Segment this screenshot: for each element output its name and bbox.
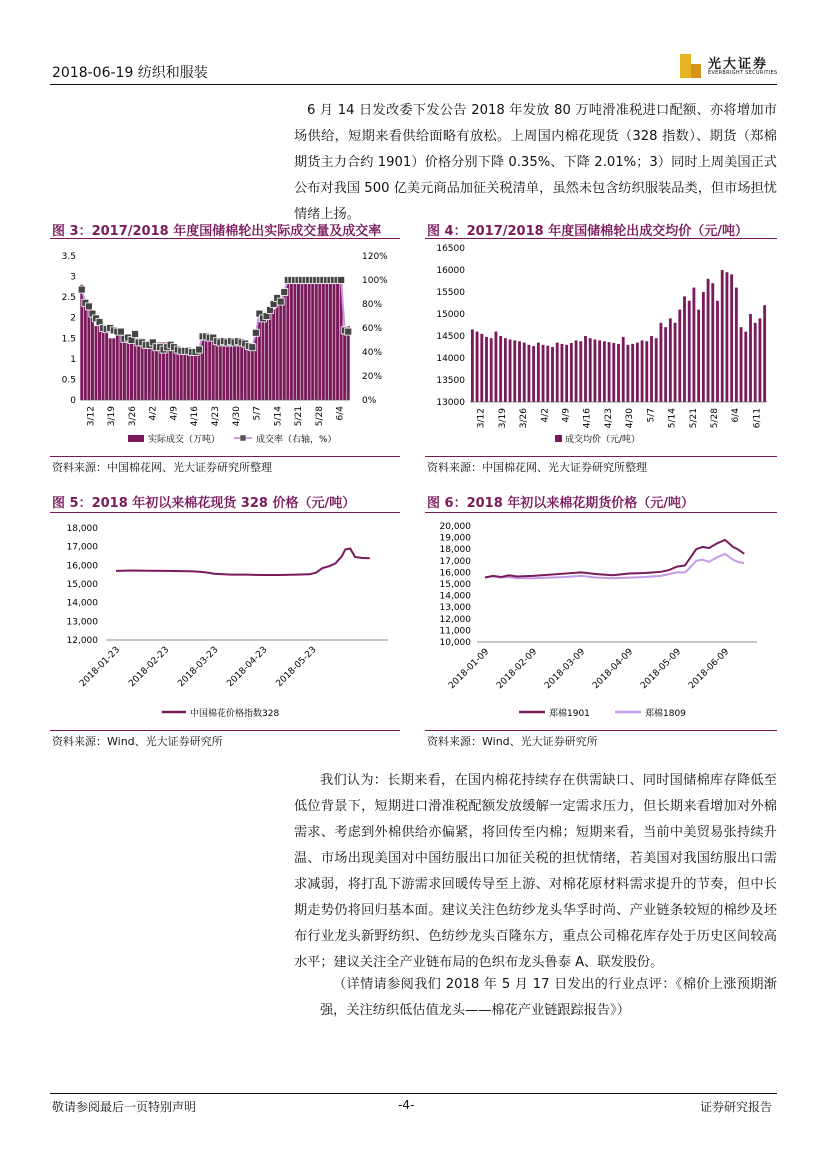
fig4-bar (749, 314, 752, 402)
fig4-bar (584, 336, 587, 402)
fig4-bar (711, 283, 714, 402)
fig4-bar (523, 343, 526, 402)
fig3-x-axis (86, 406, 345, 426)
fig3-bar (187, 351, 190, 400)
fig4-bar (509, 340, 512, 402)
fig4-bar (735, 288, 738, 402)
fig4-bar (650, 336, 653, 402)
header-divider (50, 84, 777, 85)
fig6-y-tick: 17,000 (439, 556, 471, 567)
fig3-bar (130, 342, 133, 400)
fig4-bar (707, 279, 710, 402)
fig5-x-tick: 2018-04-23 (225, 645, 270, 690)
fig3-y-tick: 3.5 (61, 252, 76, 262)
fig4-x-tick: 3/26 (519, 408, 530, 429)
fig4-x-tick: 4/2 (540, 408, 551, 423)
fig6-source: 资料来源：Wind、光大证券研究所 (427, 735, 598, 748)
fig3-bar (261, 318, 264, 400)
fig5-x-axis (78, 645, 319, 689)
fig4-bar (721, 270, 724, 402)
fig3-bar (315, 281, 318, 400)
fig4-legend-swatch (555, 435, 562, 442)
fig3-x-tick: 4/9 (169, 406, 180, 421)
fig3-y-tick: 1.5 (61, 334, 76, 345)
logo-icon (676, 52, 706, 80)
fig3-bar (180, 351, 183, 400)
fig3-bar (173, 347, 176, 400)
fig3-rate-marker (249, 344, 256, 351)
fig4-x-tick: 5/28 (709, 408, 720, 429)
fig6-y-tick: 18,000 (439, 545, 471, 556)
fig3-y-tick: 2 (70, 313, 76, 324)
fig6-source-rule (425, 730, 777, 731)
intro-paragraph: 6 月 14 日发改委下发公告 2018 年发放 80 万吨滑准税进口配额、亦将增加市场供给，短期来看供给面略有放松。上周国内棉花现货（328 指数）、期货（郑棉期货主力合约 1901）价格分别下降 0.35%、下降 2.01%；3）同时上周美国正式公布对我国 500 亿美元商品加征关税清单，虽然未包含纺织服装品类，但市场担忧情绪上扬。 (294, 103, 777, 222)
reference-paragraph: （详情请参阅我们 2018 年 5 月 17 日发出的行业点评：《棉价上涨预期渐强，关注纺织低估值龙头——棉花产业链跟踪报告》） (320, 977, 777, 1018)
fig3-bar (322, 281, 325, 400)
fig3-bar (98, 326, 101, 400)
fig4-bar (683, 296, 686, 402)
fig3-bar (347, 326, 350, 400)
fig4-title-rule (425, 238, 777, 239)
fig4-x-tick: 5/7 (646, 408, 657, 423)
fig4-bar (612, 343, 615, 402)
fig6-x-tick: 2018-01-09 (447, 647, 492, 692)
fig3-bar (84, 301, 87, 400)
fig3-bar (297, 281, 300, 400)
fig3-bar (183, 351, 186, 400)
fig3-y-tick: 0 (70, 396, 76, 406)
fig3-bar (325, 281, 328, 400)
fig6-x-tick: 2018-03-09 (543, 647, 588, 692)
fig4-bar (504, 338, 507, 402)
fig4-bar (518, 341, 521, 402)
fig4-bar (490, 338, 493, 402)
fig4-bar (744, 332, 747, 402)
fig3-x-tick: 5/7 (252, 406, 263, 421)
fig3-x-tick: 5/14 (273, 406, 284, 427)
fig3-y2-tick: 100% (362, 276, 388, 286)
fig4-bar (641, 340, 644, 402)
fig3-y-tick: 3 (70, 272, 76, 283)
fig4-bar (622, 337, 625, 402)
fig3-rate-marker (277, 298, 284, 305)
fig3-source-rule (50, 456, 400, 457)
fig6-y-tick: 16,000 (439, 568, 471, 579)
fig3-y2-tick: 0% (362, 396, 377, 406)
fig5-x-tick: 2018-03-23 (176, 645, 221, 690)
fig4-bar (495, 332, 498, 402)
fig4-y-tick: 15000 (436, 310, 465, 320)
footer-disclaimer: 敬请参阅最后一页特别声明 (52, 1100, 197, 1114)
fig4-x-tick: 3/12 (476, 408, 487, 429)
fig4-y-tick: 15500 (436, 288, 465, 298)
fig3-rate-marker (85, 303, 92, 310)
fig4-y-tick: 16500 (436, 244, 465, 254)
fig5-x-tick: 2018-01-23 (78, 645, 123, 690)
fig3-bar (112, 338, 115, 400)
fig6-y-tick: 13,000 (439, 603, 471, 614)
fig3-rate-marker (132, 331, 139, 338)
fig3-bar (308, 281, 311, 400)
fig3-bar (265, 318, 268, 400)
fig3-bar (311, 281, 314, 400)
fig4-bar (579, 341, 582, 402)
fig4-source-rule (425, 456, 777, 457)
fig4-bar (678, 310, 681, 402)
fig3-bar (102, 330, 105, 400)
fig6-y-tick: 19,000 (439, 533, 471, 544)
fig3-y2-tick: 60% (362, 324, 383, 334)
fig3-y2-tick: 40% (362, 348, 383, 358)
fig4-x-tick: 4/16 (582, 408, 593, 429)
fig3-y-tick: 1 (70, 354, 76, 365)
fig4-bar (726, 272, 729, 402)
fig3-bar (91, 318, 94, 400)
fig3-legend-bar-swatch (128, 435, 144, 442)
fig3-bar (94, 326, 97, 400)
fig4-bar (693, 288, 696, 402)
fig6-title: 图 6：2018 年初以来棉花期货价格（元/吨） (427, 496, 695, 511)
fig4-bar (480, 334, 483, 402)
fig3-bar (190, 355, 193, 400)
body-paragraph: 我们认为：长期来看，在国内棉花持续存在供需缺口、同时国储棉库存降低至低位背景下，短期进口滑准税配额发放缓解一定需求压力，但长期来看增加对外棉需求、考虑到外棉供给亦偏紧，将回传至内棉；短期来看，当前中美贸易张持续升温、市场出现美国对中国纺服出口加征关税的担忧情绪，若美国对我国纺服出口需求减弱，将打乱下游需求回暖传导至上游、对棉花原材料需求提升的节奏，但中长期走势仍将回归基本面。建议关注色纺纱龙头华孚时尚、产业链条较短的棉纱及坯布行业龙头新野纺织、色纺纱龙头百隆东方，重点公司棉花库存处于历史区间较高水平；建议关注全产业链布局的色织布龙头鲁泰 A、联发股份。 (294, 773, 777, 970)
fig3-bar (336, 281, 339, 400)
fig5-chart (50, 516, 402, 728)
fig4-bar (546, 346, 549, 402)
fig5-y-axis (67, 524, 99, 646)
fig3-bar (119, 334, 122, 400)
fig3-rate-marker (338, 277, 345, 284)
fig3-bar (304, 281, 307, 400)
fig3-bar (222, 342, 225, 400)
fig4-bar (551, 347, 554, 402)
fig3-rate-marker (345, 328, 352, 335)
fig4-x-tick: 6/4 (731, 408, 742, 423)
fig3-y-tick: 0.5 (61, 375, 76, 386)
fig4-bars (471, 270, 766, 402)
fig3-bar (293, 281, 296, 400)
fig5-y-tick: 17,000 (66, 542, 98, 553)
fig3-bar (123, 338, 126, 400)
fig6-chart (425, 516, 777, 728)
fig4-bar (476, 332, 479, 402)
fig6-y-tick: 11,000 (439, 626, 471, 637)
fig3-rate-marker (196, 346, 203, 353)
fig3-title: 图 3：2017/2018 年度国储棉轮出实际成交量及成交率 (52, 224, 382, 239)
fig6-y-tick: 14,000 (439, 591, 471, 602)
fig3-bar (333, 281, 336, 400)
fig3-bar (269, 309, 272, 400)
fig3-bar (219, 342, 222, 400)
fig4-x-tick: 6/11 (752, 408, 763, 429)
fig6-x-tick: 2018-04-09 (591, 647, 636, 692)
fig3-legend-bar: 实际成交（万吨） (148, 435, 221, 445)
fig4-bar (471, 329, 474, 402)
fig5-source: 资料来源：Wind、光大证券研究所 (52, 735, 223, 748)
fig3-bar (244, 347, 247, 400)
fig4-source: 资料来源：中国棉花网、光大证券研究所整理 (427, 461, 647, 474)
fig3-bar (144, 347, 147, 400)
fig3-y2-tick: 120% (362, 252, 388, 262)
fig6-y-axis (440, 522, 472, 648)
footer-divider (50, 1093, 777, 1094)
fig3-title-rule (50, 238, 400, 239)
fig3-rate-marker (281, 289, 288, 296)
fig3-bar (137, 338, 140, 400)
fig6-x-axis (447, 647, 731, 691)
fig4-bar (532, 346, 535, 402)
fig4-x-tick: 4/9 (561, 408, 572, 423)
fig4-chart (425, 242, 777, 454)
fig6-y-tick: 20,000 (439, 522, 471, 532)
fig4-y-tick: 13000 (436, 398, 465, 408)
fig3-bar (247, 347, 250, 400)
fig5-x-tick: 2018-02-23 (127, 645, 172, 690)
fig6-legend-1901: 郑棉1901 (549, 709, 590, 719)
fig4-bar (688, 301, 691, 402)
fig3-bar (148, 347, 151, 400)
fig3-legend-line: 成交率（右轴，%） (256, 435, 337, 445)
fig4-x-tick: 4/23 (603, 408, 614, 429)
fig4-bar (570, 343, 573, 402)
fig4-x-axis (477, 408, 763, 428)
fig4-bar (485, 337, 488, 402)
fig6-x-tick: 2018-05-09 (639, 647, 684, 692)
fig5-y-tick: 16,000 (66, 561, 98, 572)
fig3-bar (169, 347, 172, 400)
fig3-bar (229, 347, 232, 400)
fig6-legend-1809: 郑棉1809 (645, 709, 686, 719)
fig3-bar (301, 281, 304, 400)
fig3-rate-markers (78, 277, 351, 356)
fig6-title-rule (425, 512, 777, 513)
fig4-bar (754, 323, 757, 402)
fig3-left-axis (62, 252, 77, 406)
header-date-title: 2018-06-19 纺织和服装 (52, 65, 208, 81)
fig4-title: 图 4：2017/2018 年度国储棉轮出成交均价（元/吨） (427, 224, 748, 239)
fig3-bar (276, 305, 279, 400)
fig4-bar (537, 343, 540, 402)
fig5-x-tick: 2018-05-23 (274, 645, 319, 690)
fig3-x-tick: 5/28 (314, 406, 325, 427)
fig4-legend: 成交均价（元/吨） (565, 435, 641, 445)
fig3-bar (126, 338, 129, 400)
fig4-bar (603, 341, 606, 402)
fig4-bar (513, 340, 516, 402)
fig6-1901-line (485, 540, 744, 578)
fig4-bar (565, 345, 568, 402)
fig4-bar (575, 340, 578, 402)
fig4-bar (674, 323, 677, 402)
fig3-bar (240, 342, 243, 400)
fig4-x-tick: 5/14 (667, 408, 678, 429)
fig4-x-tick: 5/21 (688, 408, 699, 429)
fig5-price-line (116, 549, 370, 576)
fig5-title-rule (50, 512, 400, 513)
fig4-bar (561, 344, 564, 402)
fig3-x-tick: 4/30 (231, 406, 242, 427)
fig5-y-tick: 13,000 (66, 617, 98, 628)
fig4-bar (556, 343, 559, 402)
fig3-x-tick: 4/2 (148, 406, 159, 421)
fig6-y-tick: 15,000 (439, 580, 471, 590)
page-number: -4- (398, 1098, 415, 1112)
fig4-bar (697, 310, 700, 402)
fig5-legend: 中国棉花价格指数328 (190, 709, 280, 719)
fig3-rate-marker (78, 286, 85, 293)
fig4-bar (730, 274, 733, 402)
fig4-bar (702, 292, 705, 402)
fig4-bar (617, 344, 620, 402)
fig3-bar (208, 338, 211, 400)
fig3-bar (194, 355, 197, 400)
fig3-source: 资料来源：中国棉花网、光大证券研究所整理 (52, 461, 272, 474)
fig4-bar (740, 327, 743, 402)
fig3-y2-tick: 80% (362, 300, 383, 310)
fig3-bar (87, 309, 90, 400)
fig3-bar (233, 342, 236, 400)
fig3-x-tick: 4/23 (211, 406, 221, 427)
fig5-y-tick: 15,000 (66, 580, 98, 590)
fig5-y-tick: 14,000 (66, 598, 98, 609)
fig4-x-tick: 3/19 (497, 408, 508, 429)
fig5-source-rule (50, 730, 400, 731)
fig3-x-tick: 5/21 (294, 406, 305, 427)
fig3-bar (343, 334, 346, 400)
fig4-bar (627, 345, 630, 402)
fig4-bar (664, 327, 667, 402)
fig4-bar (759, 318, 762, 402)
fig4-y-axis (436, 244, 465, 408)
fig4-y-tick: 13500 (436, 376, 465, 386)
fig3-rate-marker (252, 329, 259, 336)
fig6-y-tick: 10,000 (439, 638, 471, 648)
footer-report-type: 证券研究报告 (700, 1100, 773, 1114)
fig3-y2-tick: 20% (362, 372, 383, 382)
fig3-bar (272, 309, 275, 400)
fig4-bar (645, 341, 648, 402)
logo-chinese-name: 光大证券 (708, 57, 769, 72)
fig4-bar (542, 345, 545, 402)
fig4-y-tick: 16000 (436, 266, 465, 276)
fig3-bar (329, 281, 332, 400)
fig3-bar (283, 289, 286, 400)
fig5-title: 图 5：2018 年初以来棉花现货 328 价格（元/吨） (52, 496, 356, 511)
fig3-bar (151, 347, 154, 400)
fig3-bar (290, 281, 293, 400)
fig3-bar (318, 281, 321, 400)
fig3-right-axis (362, 252, 388, 406)
fig4-bar (669, 318, 672, 402)
fig3-y-tick: 2.5 (61, 293, 76, 304)
fig3-bar (279, 301, 282, 400)
fig6-y-tick: 12,000 (439, 614, 471, 625)
fig6-x-tick: 2018-02-09 (495, 647, 540, 692)
fig4-bar (499, 336, 502, 402)
fig3-bar (226, 347, 229, 400)
fig3-bar (116, 334, 119, 400)
fig4-bar (660, 323, 663, 402)
fig3-bar (205, 338, 208, 400)
fig4-bar (763, 305, 766, 402)
fig3-x-tick: 3/26 (127, 406, 138, 427)
fig4-bar (716, 301, 719, 402)
fig4-bar (636, 343, 639, 402)
fig3-x-tick: 3/12 (86, 406, 97, 427)
fig3-x-tick: 3/19 (107, 406, 118, 427)
fig4-bar (589, 338, 592, 402)
fig4-y-tick: 14000 (436, 354, 465, 364)
fig3-bar (198, 351, 201, 400)
fig5-y-tick: 18,000 (66, 524, 98, 534)
fig3-bar (237, 342, 240, 400)
fig4-bar (631, 344, 634, 402)
fig4-bar (655, 338, 658, 402)
fig3-x-tick: 6/4 (335, 406, 346, 421)
fig3-rate-marker (117, 328, 124, 335)
fig3-bar (251, 347, 254, 400)
fig4-bar (528, 345, 531, 402)
fig4-x-tick: 4/30 (625, 408, 636, 429)
fig3-chart (50, 242, 402, 454)
fig3-bar (109, 338, 112, 400)
fig3-x-tick: 4/16 (190, 406, 201, 427)
fig5-y-tick: 12,000 (66, 636, 98, 646)
fig3-bar (286, 281, 289, 400)
logo-english-name: EVERBRIGHT SECURITIES (708, 70, 778, 76)
fig4-bar (598, 340, 601, 402)
fig6-x-tick: 2018-06-09 (687, 647, 732, 692)
fig4-bar (608, 342, 611, 402)
fig3-bar (212, 338, 215, 400)
fig3-bar (105, 330, 108, 400)
fig4-bar (594, 340, 597, 402)
fig4-y-tick: 14500 (436, 332, 465, 342)
fig3-bar (215, 342, 218, 400)
